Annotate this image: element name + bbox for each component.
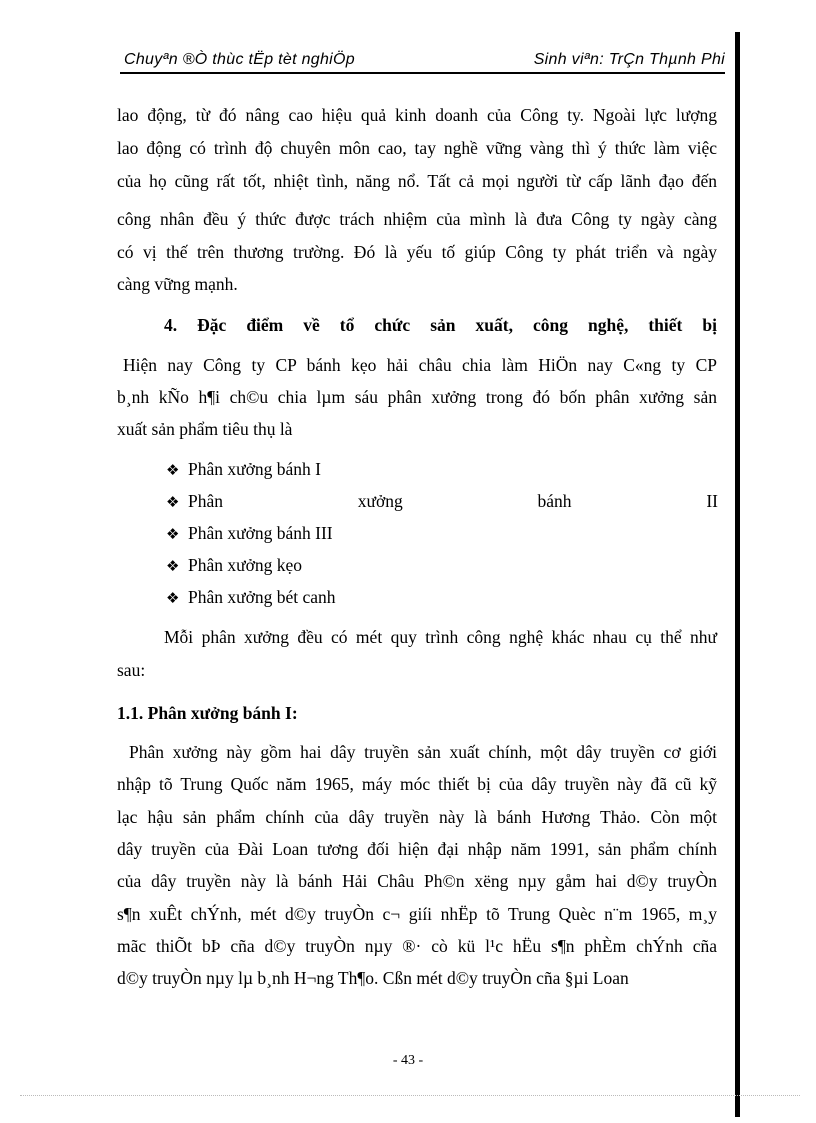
- para4-line: lạc hậu sản phẩm chính của dây truyền này là bánh Hương Thảo. Còn một: [117, 807, 717, 827]
- bullet-item: [166, 522, 333, 545]
- bullet-text: Phân xưởng kẹo: [188, 555, 303, 575]
- bullet-item: [166, 458, 321, 481]
- para4-line: dây truyền của Đài Loan tương đối hiện đại nhập năm 1991, sản phẩm chính: [117, 839, 717, 859]
- para1-line: lao động, từ đó nâng cao hiệu quả kinh doanh của Công ty. Ngoài lực lượng: [117, 105, 717, 125]
- para4-line: của dây truyền này là bánh Hải Châu Ph©n xëng nµy gåm hai d©y truyÒn: [117, 871, 717, 891]
- diamond-four-icon: ❖: [166, 461, 180, 479]
- section4-heading: 4. Đặc điểm về tổ chức sản xuất, công nghệ, thiết bị: [164, 315, 717, 335]
- para4-line: Phân xưởng này gồm hai dây truyền sản xuất chính, một dây truyền cơ giới: [129, 742, 717, 762]
- para2-line: b¸nh kÑo h¶i ch©u chia lµm sáu phân xưởng trong đó bốn phân xưởng sản: [117, 387, 717, 407]
- bullet-item: [166, 586, 336, 609]
- para3-line: sau:: [117, 660, 146, 680]
- para2-line: Hiện nay Công ty CP bánh kẹo hải châu chia làm HiÖn nay C«ng ty CP: [123, 355, 717, 375]
- para1-line: của họ cũng rất tốt, nhiệt tình, năng nổ. Tất cả mọi người từ cấp lãnh đạo đến: [117, 171, 717, 191]
- diamond-four-icon: ❖: [166, 493, 180, 511]
- para1-line: công nhân đều ý thức được trách nhiệm của mình là đưa Công ty ngày càng: [117, 209, 717, 229]
- bullet-item: [166, 554, 302, 577]
- para3-line: Mỗi phân xưởng đều có mét quy trình công nghệ khác nhau cụ thể như: [164, 627, 717, 647]
- diamond-four-icon: ❖: [166, 525, 180, 543]
- page-header: [120, 50, 725, 74]
- para4-line: nhập tõ Trung Quốc năm 1965, máy móc thiết bị của dây truyền này đã cũ kỹ: [117, 774, 717, 794]
- diamond-four-icon: ❖: [166, 557, 180, 575]
- diamond-four-icon: ❖: [166, 589, 180, 607]
- page-shadow: [735, 32, 740, 1117]
- page-number: - 43 -: [392, 1053, 424, 1068]
- para1-line: lao động có trình độ chuyên môn cao, tay nghề vững vàng thì ý thức làm việc: [117, 138, 717, 158]
- para4-line: s¶n xuÊt chÝnh, mét d©y truyÒn c¬ giíi nhËp tõ Trung Quèc n¨m 1965, m¸y: [117, 904, 717, 924]
- section11-heading: 1.1. Phân xưởng bánh I:: [117, 703, 298, 723]
- header-right: Sinh viªn: TrÇn Thµnh Phi: [533, 51, 725, 68]
- bullet-text: Phân xưởng bét canh: [188, 587, 336, 607]
- page-bottom-rule: [20, 1095, 800, 1096]
- para1-line: có vị thế trên thương trường. Đó là yếu tố giúp Công ty phát triển và ngày: [117, 242, 717, 262]
- bullet-item: [166, 490, 718, 513]
- para2-line: xuất sản phẩm tiêu thụ là: [117, 419, 293, 439]
- bullet-text: Phân xưởng bánh I: [188, 459, 321, 479]
- bullet-text: Phân xưởng bánh II: [188, 491, 718, 511]
- para4-line: d©y truyÒn nµy lµ b¸nh H¬ng Th¶o. Cßn mét d©y truyÒn cña §µi Loan: [117, 968, 629, 988]
- header-left: Chuyªn ®Ò thùc tËp tèt nghiÖp: [124, 51, 355, 68]
- bullet-text: Phân xưởng bánh III: [188, 523, 333, 543]
- para4-line: mãc thiÕt bÞ cña d©y truyÒn nµy ®· cò kü l¹c hËu s¶n phÈm chÝnh cña: [117, 936, 717, 956]
- para1-line: càng vững mạnh.: [117, 274, 238, 294]
